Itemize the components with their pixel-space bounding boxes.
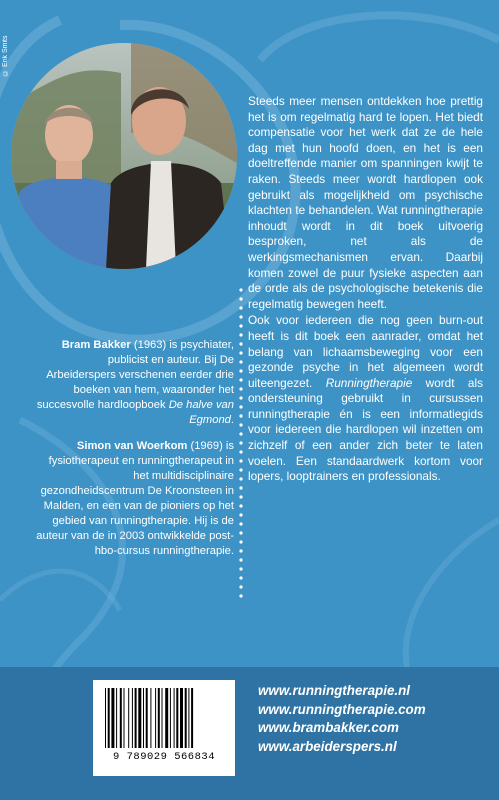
barcode-bar (188, 688, 189, 748)
barcode-bar (124, 688, 125, 748)
authors-bio (36, 338, 234, 571)
barcode-bar (132, 688, 133, 748)
url-arbeiderspers[interactable]: www.arbeiderspers.nl (258, 738, 397, 754)
photo-credit: © Erik Smits (2, 35, 9, 76)
url-runningtherapie-nl[interactable]: www.runningtherapie.nl (258, 683, 411, 698)
bio-woerkom (36, 439, 234, 558)
website-list (258, 682, 493, 756)
barcode-bar (185, 688, 187, 748)
blurb-paragraph-1: Steeds meer mensen ontdekken hoe prettig het is om regelmatig hard te lopen. Het biedt compensatie voor het werk dat ze de hele dag met hun hoofd doen, en het is een doeltreffende manier om spanningen kwijt te raken. Steeds meer wordt hardlopen ook gebruikt als mogelijkheid om psychische klachten te behandelen. Wat runningtherapie inhoudt wordt in dit boek uitvoerig besproken, net als de werkingsmechanismen ervan. Daarbij komen zowel de puur fysieke aspecten aan de orde als de psychologische betekenis die regelmatig bewegen heeft. (248, 94, 483, 311)
author-name-woerkom: Simon van Woerkom (76, 440, 188, 453)
divider-dot (239, 423, 242, 426)
dotted-divider (238, 287, 244, 607)
barcode-bar (180, 688, 183, 748)
divider-dot (239, 387, 242, 390)
barcode-bar (176, 688, 178, 748)
isbn-barcode (93, 680, 235, 776)
blurb-paragraph-2: Ook voor iedereen die nog geen burn-out heeft is dit boek een aanrader, omdat het belang van lichaamsbeweging voor een gezonde psyche in het algemeen wordt uiteengezet. Runningtherapie wordt als ondersteuning gebruikt in cursussen runningtherapie én is een informatiegids voor iedereen die hardlopen wil inzetten om zichzelf of een ander zich beter te laten voelen. Een standaardwerk kortom voor lopers, looptrainers en professionals. (248, 313, 483, 484)
book-title-runningtherapie: Runningtherapie (325, 375, 413, 390)
author-name-bakker: Bram Bakker (61, 339, 131, 351)
barcode-bar (158, 688, 160, 748)
barcode-bar (108, 688, 110, 748)
divider-dot (239, 495, 242, 498)
divider-dot (239, 594, 242, 597)
divider-dot (239, 396, 242, 399)
book-title-egmond: De halve van Egmond (168, 398, 234, 426)
barcode-bar (143, 688, 144, 748)
divider-dot (239, 585, 242, 588)
divider-dot (239, 333, 242, 336)
barcode-bar (170, 688, 171, 748)
divider-dot (239, 342, 242, 345)
url-runningtherapie-com[interactable]: www.runningtherapie.com (258, 701, 426, 717)
divider-dot (239, 576, 242, 579)
barcode-bar (111, 688, 114, 748)
bio-bakker-text: (1963) is psychiater, publicist en auteur. Bij De Arbeiderspers verschenen eerder drie boeken van hem, waaronder het succesvolle hardloopboek (36, 339, 234, 411)
bio-bakker: Bram Bakker (1963) is psychiater, publicist en auteur. Bij De Arbeiderspers verschenen eerder drie boeken van hem, waaronder het succesvolle hardloopboek De halve van Egmond. (36, 339, 234, 426)
divider-dot (239, 432, 242, 435)
divider-dot (239, 360, 242, 363)
divider-dot (239, 405, 242, 408)
isbn-number: 9 789029 566834 (112, 751, 215, 763)
url-brambakker[interactable]: www.brambakker.com (258, 720, 399, 736)
divider-dot (239, 486, 242, 489)
divider-dot (239, 297, 242, 300)
barcode-bar (150, 688, 151, 748)
divider-dot (239, 315, 242, 318)
divider-dot (239, 324, 242, 327)
divider-dot (239, 369, 242, 372)
back-cover-blurb (248, 94, 483, 486)
divider-dot (239, 441, 242, 444)
barcode-bar (191, 688, 193, 748)
bio-woerkom-text: (1969) is fysiotherapeut en runningtherapeut in het multidisciplinaire gezondheidscentrum De Kroonsteen in Malden, en een van de pioniers op het gebied van runningtherapie. Hij is de auteur van de in 2003 ontwikkelde post-hbo-cursus runningtherapie. (36, 440, 234, 557)
divider-dot (239, 567, 242, 570)
barcode-bar (146, 688, 148, 748)
barcode-bar (128, 688, 129, 748)
divider-dot (239, 531, 242, 534)
authors-photo (11, 43, 237, 269)
divider-dot (239, 306, 242, 309)
barcode-bar (105, 688, 106, 748)
divider-dot (239, 522, 242, 525)
barcode-bar (155, 688, 156, 748)
divider-dot (239, 540, 242, 543)
barcode-bar (174, 688, 175, 748)
divider-dot (239, 459, 242, 462)
barcode-bar (162, 688, 163, 748)
divider-dot (239, 468, 242, 471)
divider-dot (239, 477, 242, 480)
barcode-bar (120, 688, 122, 748)
divider-dot (239, 450, 242, 453)
barcode-bar (116, 688, 117, 748)
barcode-bar (165, 688, 168, 748)
divider-dot (239, 378, 242, 381)
divider-dot (239, 549, 242, 552)
divider-dot (239, 558, 242, 561)
divider-dot (239, 351, 242, 354)
barcode-bar (138, 688, 141, 748)
divider-dot (239, 288, 242, 291)
divider-dot (239, 414, 242, 417)
divider-dot (239, 513, 242, 516)
barcode-bar (135, 688, 137, 748)
divider-dot (239, 504, 242, 507)
